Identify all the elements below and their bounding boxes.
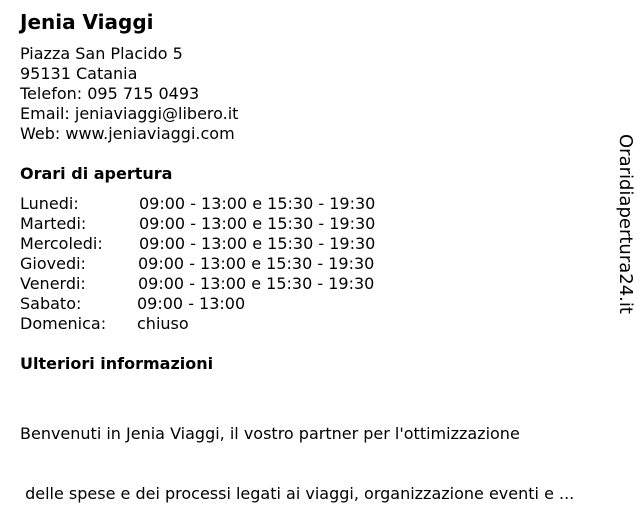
- site-watermark: Oraridiapertura24.it: [615, 134, 636, 314]
- more-info-title: Ulteriori informazioni: [20, 354, 214, 373]
- business-name: Jenia Viaggi: [20, 10, 154, 34]
- contact-block: [20, 44, 238, 144]
- time-value: 09:00 - 13:00: [137, 294, 246, 313]
- day-label: Martedi:: [20, 214, 87, 233]
- address-city: 95131 Catania: [20, 64, 138, 83]
- time-value: 09:00 - 13:00 e 15:30 - 19:30: [139, 234, 376, 253]
- day-label: Giovedi:: [20, 254, 86, 273]
- opening-hours-title: Orari di apertura: [20, 164, 173, 183]
- more-info-line: Benvenuti in Jenia Viaggi, il vostro partner per l'ottimizzazione: [20, 424, 520, 443]
- time-value: chiuso: [137, 314, 189, 333]
- more-info-line: delle spese e dei processi legati ai viaggi, organizzazione eventi e ...: [20, 484, 575, 503]
- day-label: Mercoledi:: [20, 234, 103, 253]
- time-value: 09:00 - 13:00 e 15:30 - 19:30: [138, 274, 375, 293]
- more-info-text: [20, 384, 574, 524]
- address-street: Piazza San Placido 5: [20, 44, 183, 63]
- time-value: 09:00 - 13:00 e 15:30 - 19:30: [139, 194, 376, 213]
- phone-number: Telefon: 095 715 0493: [20, 84, 200, 103]
- day-label: Venerdi:: [20, 274, 86, 293]
- time-value: 09:00 - 13:00 e 15:30 - 19:30: [139, 214, 376, 233]
- website: Web: www.jeniaviaggi.com: [20, 124, 235, 143]
- day-label: Lunedi:: [20, 194, 79, 213]
- time-value: 09:00 - 13:00 e 15:30 - 19:30: [138, 254, 375, 273]
- email-address: Email: jeniaviaggi@libero.it: [20, 104, 239, 123]
- day-label: Domenica:: [20, 314, 107, 333]
- day-label: Sabato:: [20, 294, 82, 313]
